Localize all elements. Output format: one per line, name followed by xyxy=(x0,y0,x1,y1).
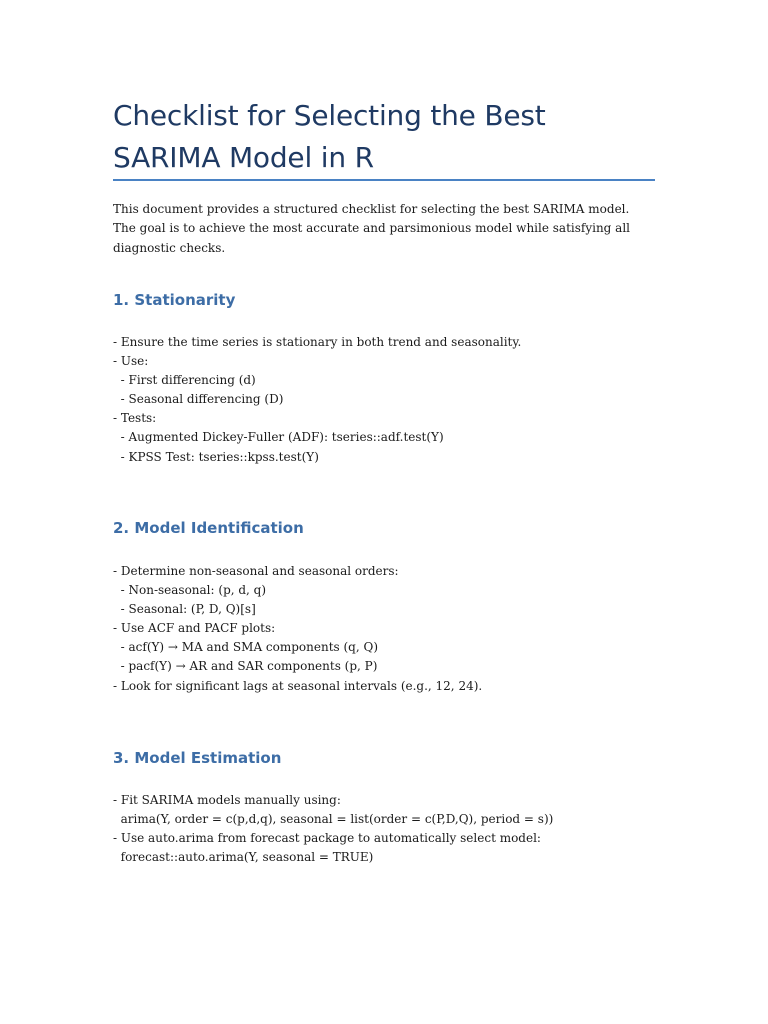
title-divider xyxy=(113,179,655,181)
intro-paragraph: This document provides a structured checklist for selecting the best SARIMA model. The goal is to achieve the most accurate and parsimonious model while satisfying all diagnostic checks. xyxy=(113,202,631,255)
list-item: - Non-seasonal: (p, d, q) xyxy=(113,583,267,598)
list-item: - Tests: xyxy=(113,411,157,426)
list-item: - KPSS Test: tseries::kpss.test(Y) xyxy=(113,449,319,464)
list-item: - Use: xyxy=(113,354,149,369)
list-item: forecast::auto.arima(Y, seasonal = TRUE) xyxy=(113,850,374,865)
section-heading-model-identification: 2. Model Identification xyxy=(113,519,304,537)
section-body-stationarity xyxy=(113,333,521,467)
section-heading-model-estimation: 3. Model Estimation xyxy=(113,749,282,767)
list-item: - Determine non-seasonal and seasonal orders: xyxy=(113,564,399,578)
list-item: - Use auto.arima from forecast package to automatically select model: xyxy=(113,831,541,846)
section-heading-stationarity: 1. Stationarity xyxy=(113,291,236,309)
list-item: - Seasonal: (P, D, Q)[s] xyxy=(113,602,256,617)
section-body-model-identification xyxy=(113,562,482,696)
list-item: - pacf(Y) → AR and SAR components (p, P) xyxy=(113,659,378,674)
list-item: - Look for significant lags at seasonal intervals (e.g., 12, 24). xyxy=(113,678,483,693)
list-item: - Seasonal differencing (D) xyxy=(113,392,284,407)
list-item: - First differencing (d) xyxy=(113,373,256,388)
section-body-model-estimation xyxy=(113,791,553,867)
list-item: - Ensure the time series is stationary in both trend and seasonality. xyxy=(113,335,522,349)
list-item: arima(Y, order = c(p,d,q), seasonal = list(order = c(P,D,Q), period = s)) xyxy=(113,812,554,827)
page-title: Checklist for Selecting the Best SARIMA Model in R xyxy=(113,99,546,174)
list-item: - Fit SARIMA models manually using: xyxy=(113,793,341,807)
list-item: - acf(Y) → MA and SMA components (q, Q) xyxy=(113,640,379,655)
list-item: - Use ACF and PACF plots: xyxy=(113,621,276,636)
list-item: - Augmented Dickey-Fuller (ADF): tseries::adf.test(Y) xyxy=(113,430,444,445)
